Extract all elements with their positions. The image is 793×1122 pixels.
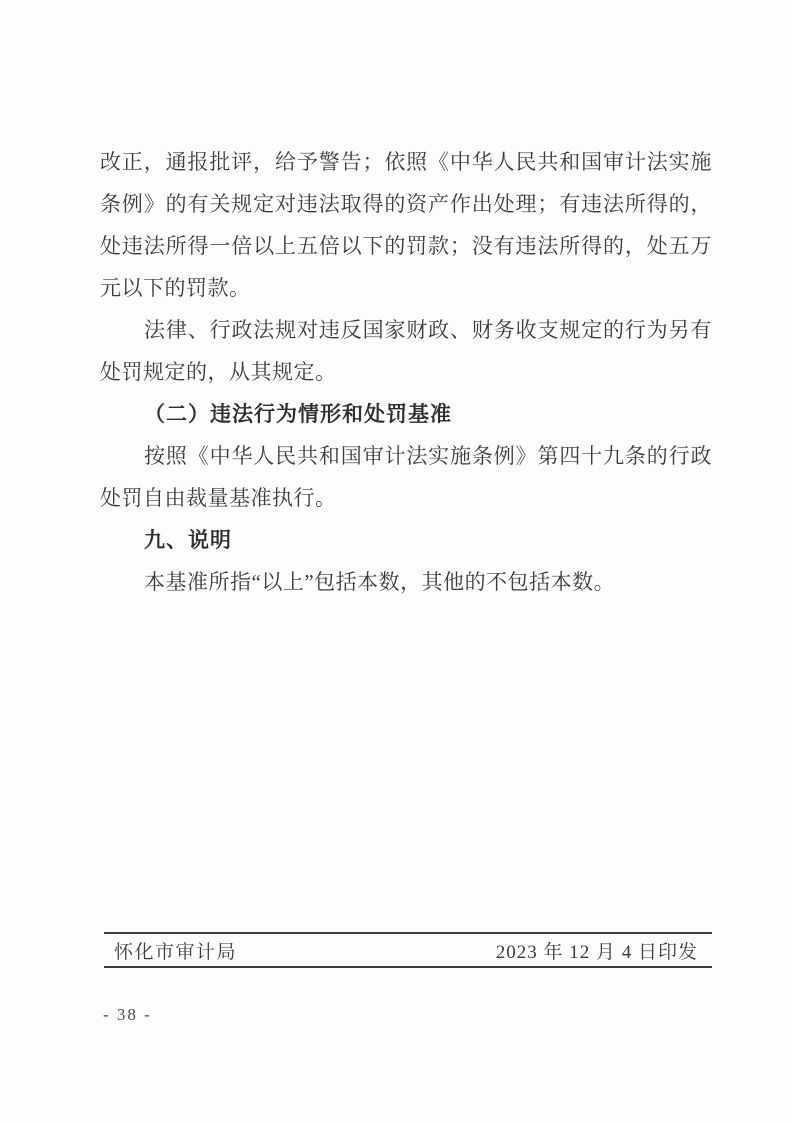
section-heading-notes: 九、说明 xyxy=(144,528,232,552)
issuer-name: 怀化市审计局 xyxy=(114,941,238,963)
body-line: 本基准所指“以上”包括本数，其他的不包括本数。 xyxy=(144,570,616,594)
body-line: 法律、行政法规对违反国家财政、财务收支规定的行为另有 xyxy=(144,318,712,342)
page-number: - 38 - xyxy=(103,1005,152,1024)
body-line: 元以下的罚款。 xyxy=(100,276,251,300)
body-line: 按照《中华人民共和国审计法实施条例》第四十九条的行政 xyxy=(144,444,712,468)
body-line: 改正，通报批评，给予警告；依照《中华人民共和国审计法实施 xyxy=(100,150,712,174)
body-line: 条例》的有关规定对违法取得的资产作出处理；有违法所得的， xyxy=(100,192,712,216)
body-text xyxy=(100,141,712,603)
section-heading-violation-penalty-basis: （二）违法行为情形和处罚基准 xyxy=(144,402,452,426)
print-date: 2023 年 12 月 4 日印发 xyxy=(495,941,698,963)
body-line: 处罚自由裁量基准执行。 xyxy=(100,486,337,510)
body-line: 处罚规定的，从其规定。 xyxy=(100,360,337,384)
body-line: 处违法所得一倍以上五倍以下的罚款；没有违法所得的，处五万 xyxy=(100,234,712,258)
footer xyxy=(104,932,712,968)
